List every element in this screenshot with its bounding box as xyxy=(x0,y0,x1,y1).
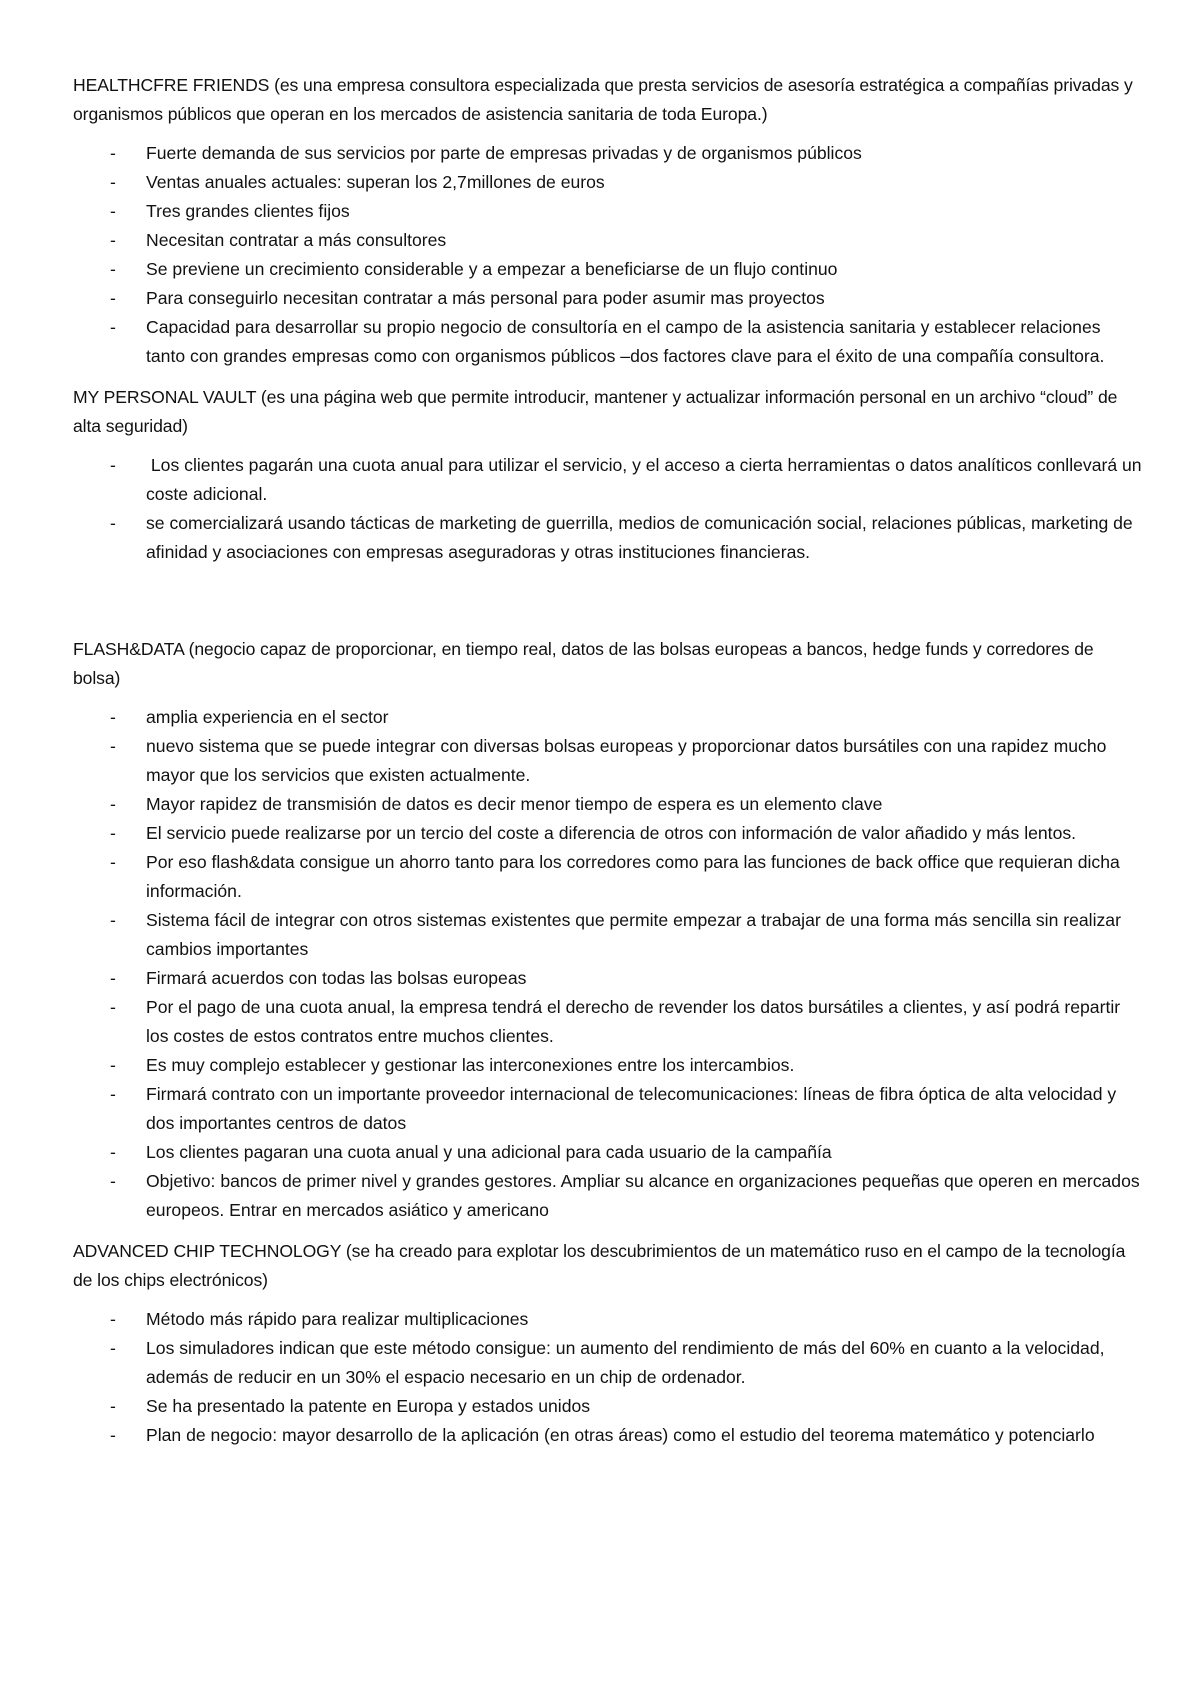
bullet-dash: - xyxy=(110,794,116,814)
section-intro: HEALTHCFRE FRIENDS (es una empresa consultora especializada que presta servicios de asesoría estratégica a compañías privadas y organismos públicos que operan en los mercados de asistencia sanitaria de toda Europa.) xyxy=(73,75,1133,124)
bullet-dash: - xyxy=(110,172,116,192)
bullet-dash: - xyxy=(110,910,116,930)
bullet-dash: - xyxy=(110,455,116,475)
list-item xyxy=(73,906,1143,964)
list-item xyxy=(73,1392,1143,1421)
list-item-text: Los clientes pagarán una cuota anual para utilizar el servicio, y el acceso a cierta herramientas o datos analíticos conllevará un coste adicional. xyxy=(146,455,1147,504)
bullet-dash: - xyxy=(110,513,116,533)
bullet-dash: - xyxy=(110,1425,116,1445)
list-item-text: Es muy complejo establecer y gestionar las interconexiones entre los intercambios. xyxy=(146,1055,795,1075)
bullet-dash: - xyxy=(110,143,116,163)
list-item xyxy=(73,703,1143,732)
list-item xyxy=(73,790,1143,819)
list-item-text: Firmará acuerdos con todas las bolsas europeas xyxy=(146,968,527,988)
list-item-text: Sistema fácil de integrar con otros sistemas existentes que permite empezar a trabajar de una forma más sencilla sin realizar cambios importantes xyxy=(146,910,1121,959)
bullet-dash: - xyxy=(110,852,116,872)
bullet-list xyxy=(73,451,1147,567)
list-item xyxy=(73,732,1143,790)
list-item-text: Capacidad para desarrollar su propio negocio de consultoría en el campo de la asistencia sanitaria y establecer relaciones tanto con grandes empresas como con organismos públicos –dos factores clave para el éxito de una compañía consultora. xyxy=(146,317,1105,366)
list-item-text: Por el pago de una cuota anual, la empresa tendrá el derecho de revender los datos bursátiles a clientes, y así podrá repartir los costes de estos contratos entre muchos clientes. xyxy=(146,997,1121,1046)
list-item xyxy=(73,197,1143,226)
list-item xyxy=(73,993,1143,1051)
list-item-text: amplia experiencia en el sector xyxy=(146,707,389,727)
bullet-dash: - xyxy=(110,1309,116,1329)
list-item-text: Se ha presentado la patente en Europa y estados unidos xyxy=(146,1396,591,1416)
list-item xyxy=(73,1421,1143,1450)
list-item-text: Método más rápido para realizar multiplicaciones xyxy=(146,1309,529,1329)
bullet-list xyxy=(73,703,1143,1225)
section-my-personal-vault xyxy=(73,383,1147,567)
bullet-dash: - xyxy=(110,201,116,221)
bullet-dash: - xyxy=(110,823,116,843)
bullet-dash: - xyxy=(110,968,116,988)
list-item-text: Por eso flash&data consigue un ahorro tanto para los corredores como para las funciones de back office que requieran dicha información. xyxy=(146,852,1120,901)
list-item xyxy=(73,819,1143,848)
bullet-dash: - xyxy=(110,997,116,1017)
bullet-dash: - xyxy=(110,736,116,756)
bullet-dash: - xyxy=(110,1084,116,1104)
bullet-dash: - xyxy=(110,1142,116,1162)
list-item-text: se comercializará usando tácticas de marketing de guerrilla, medios de comunicación social, relaciones públicas, marketing de afinidad y asociaciones con empresas aseguradoras y otras instituciones financieras. xyxy=(146,513,1133,562)
list-item-text: Plan de negocio: mayor desarrollo de la aplicación (en otras áreas) como el estudio del teorema matemático y potenciarlo xyxy=(146,1425,1095,1445)
section-intro: MY PERSONAL VAULT (es una página web que permite introducir, mantener y actualizar información personal en un archivo “cloud” de alta seguridad) xyxy=(73,387,1118,436)
section-flash-and-data xyxy=(73,635,1143,1225)
list-item xyxy=(73,964,1143,993)
bullet-dash: - xyxy=(110,1171,116,1191)
list-item-text: Para conseguirlo necesitan contratar a más personal para poder asumir mas proyectos xyxy=(146,288,825,308)
section-healthcare-friends xyxy=(73,71,1143,371)
list-item-text: Mayor rapidez de transmisión de datos es decir menor tiempo de espera es un elemento clave xyxy=(146,794,883,814)
list-item-text: Los clientes pagaran una cuota anual y una adicional para cada usuario de la campañía xyxy=(146,1142,832,1162)
list-item-text: nuevo sistema que se puede integrar con diversas bolsas europeas y proporcionar datos bursátiles con una rapidez mucho mayor que los servicios que existen actualmente. xyxy=(146,736,1107,785)
list-item xyxy=(73,1334,1143,1392)
list-item xyxy=(73,284,1143,313)
list-item xyxy=(73,848,1143,906)
list-item-text: Necesitan contratar a más consultores xyxy=(146,230,447,250)
bullet-dash: - xyxy=(110,1338,116,1358)
list-item xyxy=(73,1305,1143,1334)
list-item-text: Firmará contrato con un importante proveedor internacional de telecomunicaciones: líneas de fibra óptica de alta velocidad y dos importantes centros de datos xyxy=(146,1084,1117,1133)
bullet-dash: - xyxy=(110,317,116,337)
bullet-list xyxy=(73,1305,1143,1450)
list-item-text: Objetivo: bancos de primer nivel y grandes gestores. Ampliar su alcance en organizaciones pequeñas que operen en mercados europeos. Entrar en mercados asiático y americano xyxy=(146,1171,1140,1220)
bullet-dash: - xyxy=(110,707,116,727)
list-item-text: Tres grandes clientes fijos xyxy=(146,201,350,221)
list-item xyxy=(73,139,1143,168)
list-item xyxy=(73,451,1147,509)
list-item xyxy=(73,1051,1143,1080)
section-intro: FLASH&DATA (negocio capaz de proporcionar, en tiempo real, datos de las bolsas europeas a bancos, hedge funds y corredores de bolsa) xyxy=(73,639,1094,688)
document-page xyxy=(73,71,1147,1450)
list-item xyxy=(73,255,1143,284)
list-item xyxy=(73,1167,1143,1225)
bullet-dash: - xyxy=(110,259,116,279)
list-item-text: Los simuladores indican que este método consigue: un aumento del rendimiento de más del 60% en cuanto a la velocidad, además de reducir en un 30% el espacio necesario en un chip de ordenador. xyxy=(146,1338,1105,1387)
section-advanced-chip-technology xyxy=(73,1237,1143,1450)
bullet-dash: - xyxy=(110,288,116,308)
list-item xyxy=(73,1080,1143,1138)
list-item xyxy=(73,313,1143,371)
bullet-dash: - xyxy=(110,1055,116,1075)
list-item xyxy=(73,509,1143,567)
list-item xyxy=(73,168,1143,197)
bullet-dash: - xyxy=(110,230,116,250)
list-item-text: Se previene un crecimiento considerable y a empezar a beneficiarse de un flujo continuo xyxy=(146,259,838,279)
section-intro: ADVANCED CHIP TECHNOLOGY (se ha creado para explotar los descubrimientos de un matemático ruso en el campo de la tecnología de los chips electrónicos) xyxy=(73,1241,1126,1290)
bullet-list xyxy=(73,139,1143,371)
list-item-text: Fuerte demanda de sus servicios por parte de empresas privadas y de organismos públicos xyxy=(146,143,862,163)
list-item-text: Ventas anuales actuales: superan los 2,7millones de euros xyxy=(146,172,605,192)
list-item-text: El servicio puede realizarse por un tercio del coste a diferencia de otros con información de valor añadido y más lentos. xyxy=(146,823,1077,843)
bullet-dash: - xyxy=(110,1396,116,1416)
list-item xyxy=(73,226,1143,255)
list-item xyxy=(73,1138,1143,1167)
